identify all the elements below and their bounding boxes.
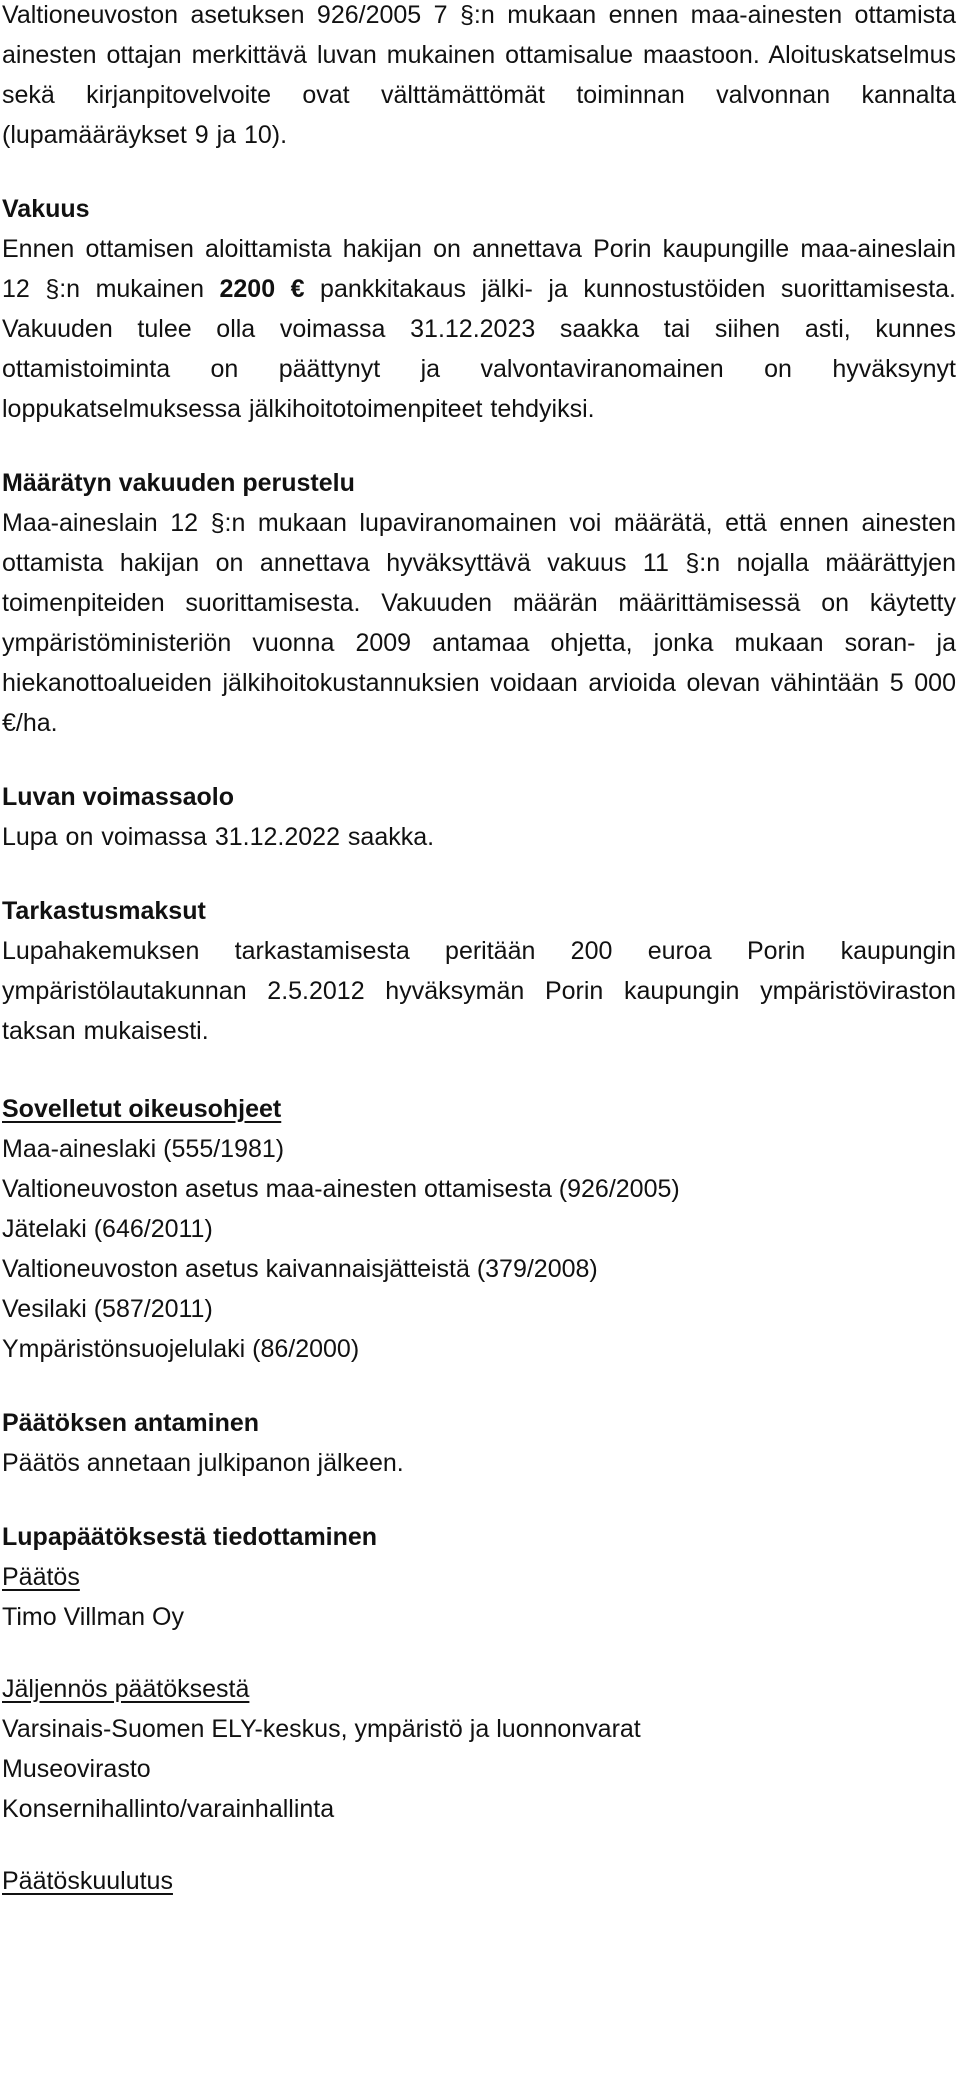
voimassaolo-paragraph: Lupa on voimassa 31.12.2022 saakka.	[2, 823, 435, 851]
paatos-label: Päätös	[2, 1563, 80, 1591]
oikeusohje-item: Vesilaki (587/2011)	[2, 1295, 213, 1323]
jaljennos-label: Jäljennös päätöksestä	[2, 1675, 250, 1703]
antaminen-paragraph: Päätös annetaan julkipanon jälkeen.	[2, 1449, 404, 1477]
oikeusohje-item: Ympäristönsuojelulaki (86/2000)	[2, 1335, 360, 1363]
oikeusohjeet-heading: Sovelletut oikeusohjeet	[2, 1095, 282, 1123]
vakuus-section	[2, 189, 956, 429]
perustelu-heading: Määrätyn vakuuden perustelu	[2, 469, 355, 497]
voimassaolo-section	[2, 777, 956, 857]
tiedottaminen-heading: Lupapäätöksestä tiedottaminen	[2, 1523, 378, 1551]
voimassaolo-heading: Luvan voimassaolo	[2, 783, 235, 811]
vakuus-text-after: pankkitakaus jälki- ja kunnostustöiden suorittamisesta. Vakuuden tulee olla voimassa 31.12.2023 saakka tai siihen asti, kunnes ottamistoiminta on päättynyt ja valvontaviranomainen on hyväksynyt loppukatselmuksessa jälkihoitotoimenpiteet tehdyiksi.	[2, 275, 956, 423]
vakuus-text-before: Ennen ottamisen aloittamista hakijan on annettava Porin kaupungille maa-aineslain 12 §:n mukainen	[2, 235, 956, 303]
oikeusohje-item: Maa-aineslaki (555/1981)	[2, 1135, 285, 1163]
document-page	[2, 0, 956, 1901]
antaminen-heading: Päätöksen antaminen	[2, 1409, 260, 1437]
oikeusohjeet-section	[2, 1089, 956, 1369]
oikeusohje-item: Valtioneuvoston asetus maa-ainesten ottamisesta (926/2005)	[2, 1175, 680, 1203]
jaljennos-recipient: Konsernihallinto/varainhallinta	[2, 1795, 335, 1823]
paatos-recipient: Timo Villman Oy	[2, 1603, 184, 1631]
jaljennos-recipient: Museovirasto	[2, 1755, 151, 1783]
tiedottaminen-section	[2, 1517, 956, 1901]
vakuus-paragraph	[2, 229, 956, 429]
intro-paragraph: Valtioneuvoston asetuksen 926/2005 7 §:n mukaan ennen maa-ainesten ottamista ainesten ottajan merkittävä luvan mukainen ottamisalue maastoon. Aloituskatselmus sekä kirjanpitovelvoite ovat välttämättömät toiminnan valvonnan kannalta (lupamääräykset 9 ja 10).	[2, 1, 956, 149]
jaljennos-recipient: Varsinais-Suomen ELY-keskus, ympäristö ja luonnonvarat	[2, 1715, 641, 1743]
perustelu-paragraph: Maa-aineslain 12 §:n mukaan lupaviranomainen voi määrätä, että ennen ainesten ottamista hakijan on annettava hyväksyttävä vakuus 11 §:n nojalla määrättyjen toimenpiteiden suorittamisesta. Vakuuden määrän määrittämisessä on käytetty ympäristöministeriön vuonna 2009 antamaa ohjetta, jonka mukaan soran- ja hiekanottoalueiden jälkihoitokustannuksien voidaan arvioida olevan vähintään 5 000 €/ha.	[2, 509, 956, 737]
antaminen-section	[2, 1403, 956, 1483]
oikeusohje-item: Valtioneuvoston asetus kaivannaisjätteistä (379/2008)	[2, 1255, 598, 1283]
tarkastusmaksut-heading: Tarkastusmaksut	[2, 897, 206, 925]
perustelu-section	[2, 463, 956, 743]
vakuus-amount: 2200 €	[219, 275, 305, 303]
oikeusohje-item: Jätelaki (646/2011)	[2, 1215, 213, 1243]
tarkastusmaksut-section	[2, 891, 956, 1051]
vakuus-heading: Vakuus	[2, 195, 90, 223]
tarkastusmaksut-paragraph: Lupahakemuksen tarkastamisesta peritään 200 euroa Porin kaupungin ympäristölautakunnan 2.5.2012 hyväksymän Porin kaupungin ympäristöviraston taksan mukaisesti.	[2, 937, 956, 1045]
kuulutus-label: Päätöskuulutus	[2, 1867, 173, 1895]
